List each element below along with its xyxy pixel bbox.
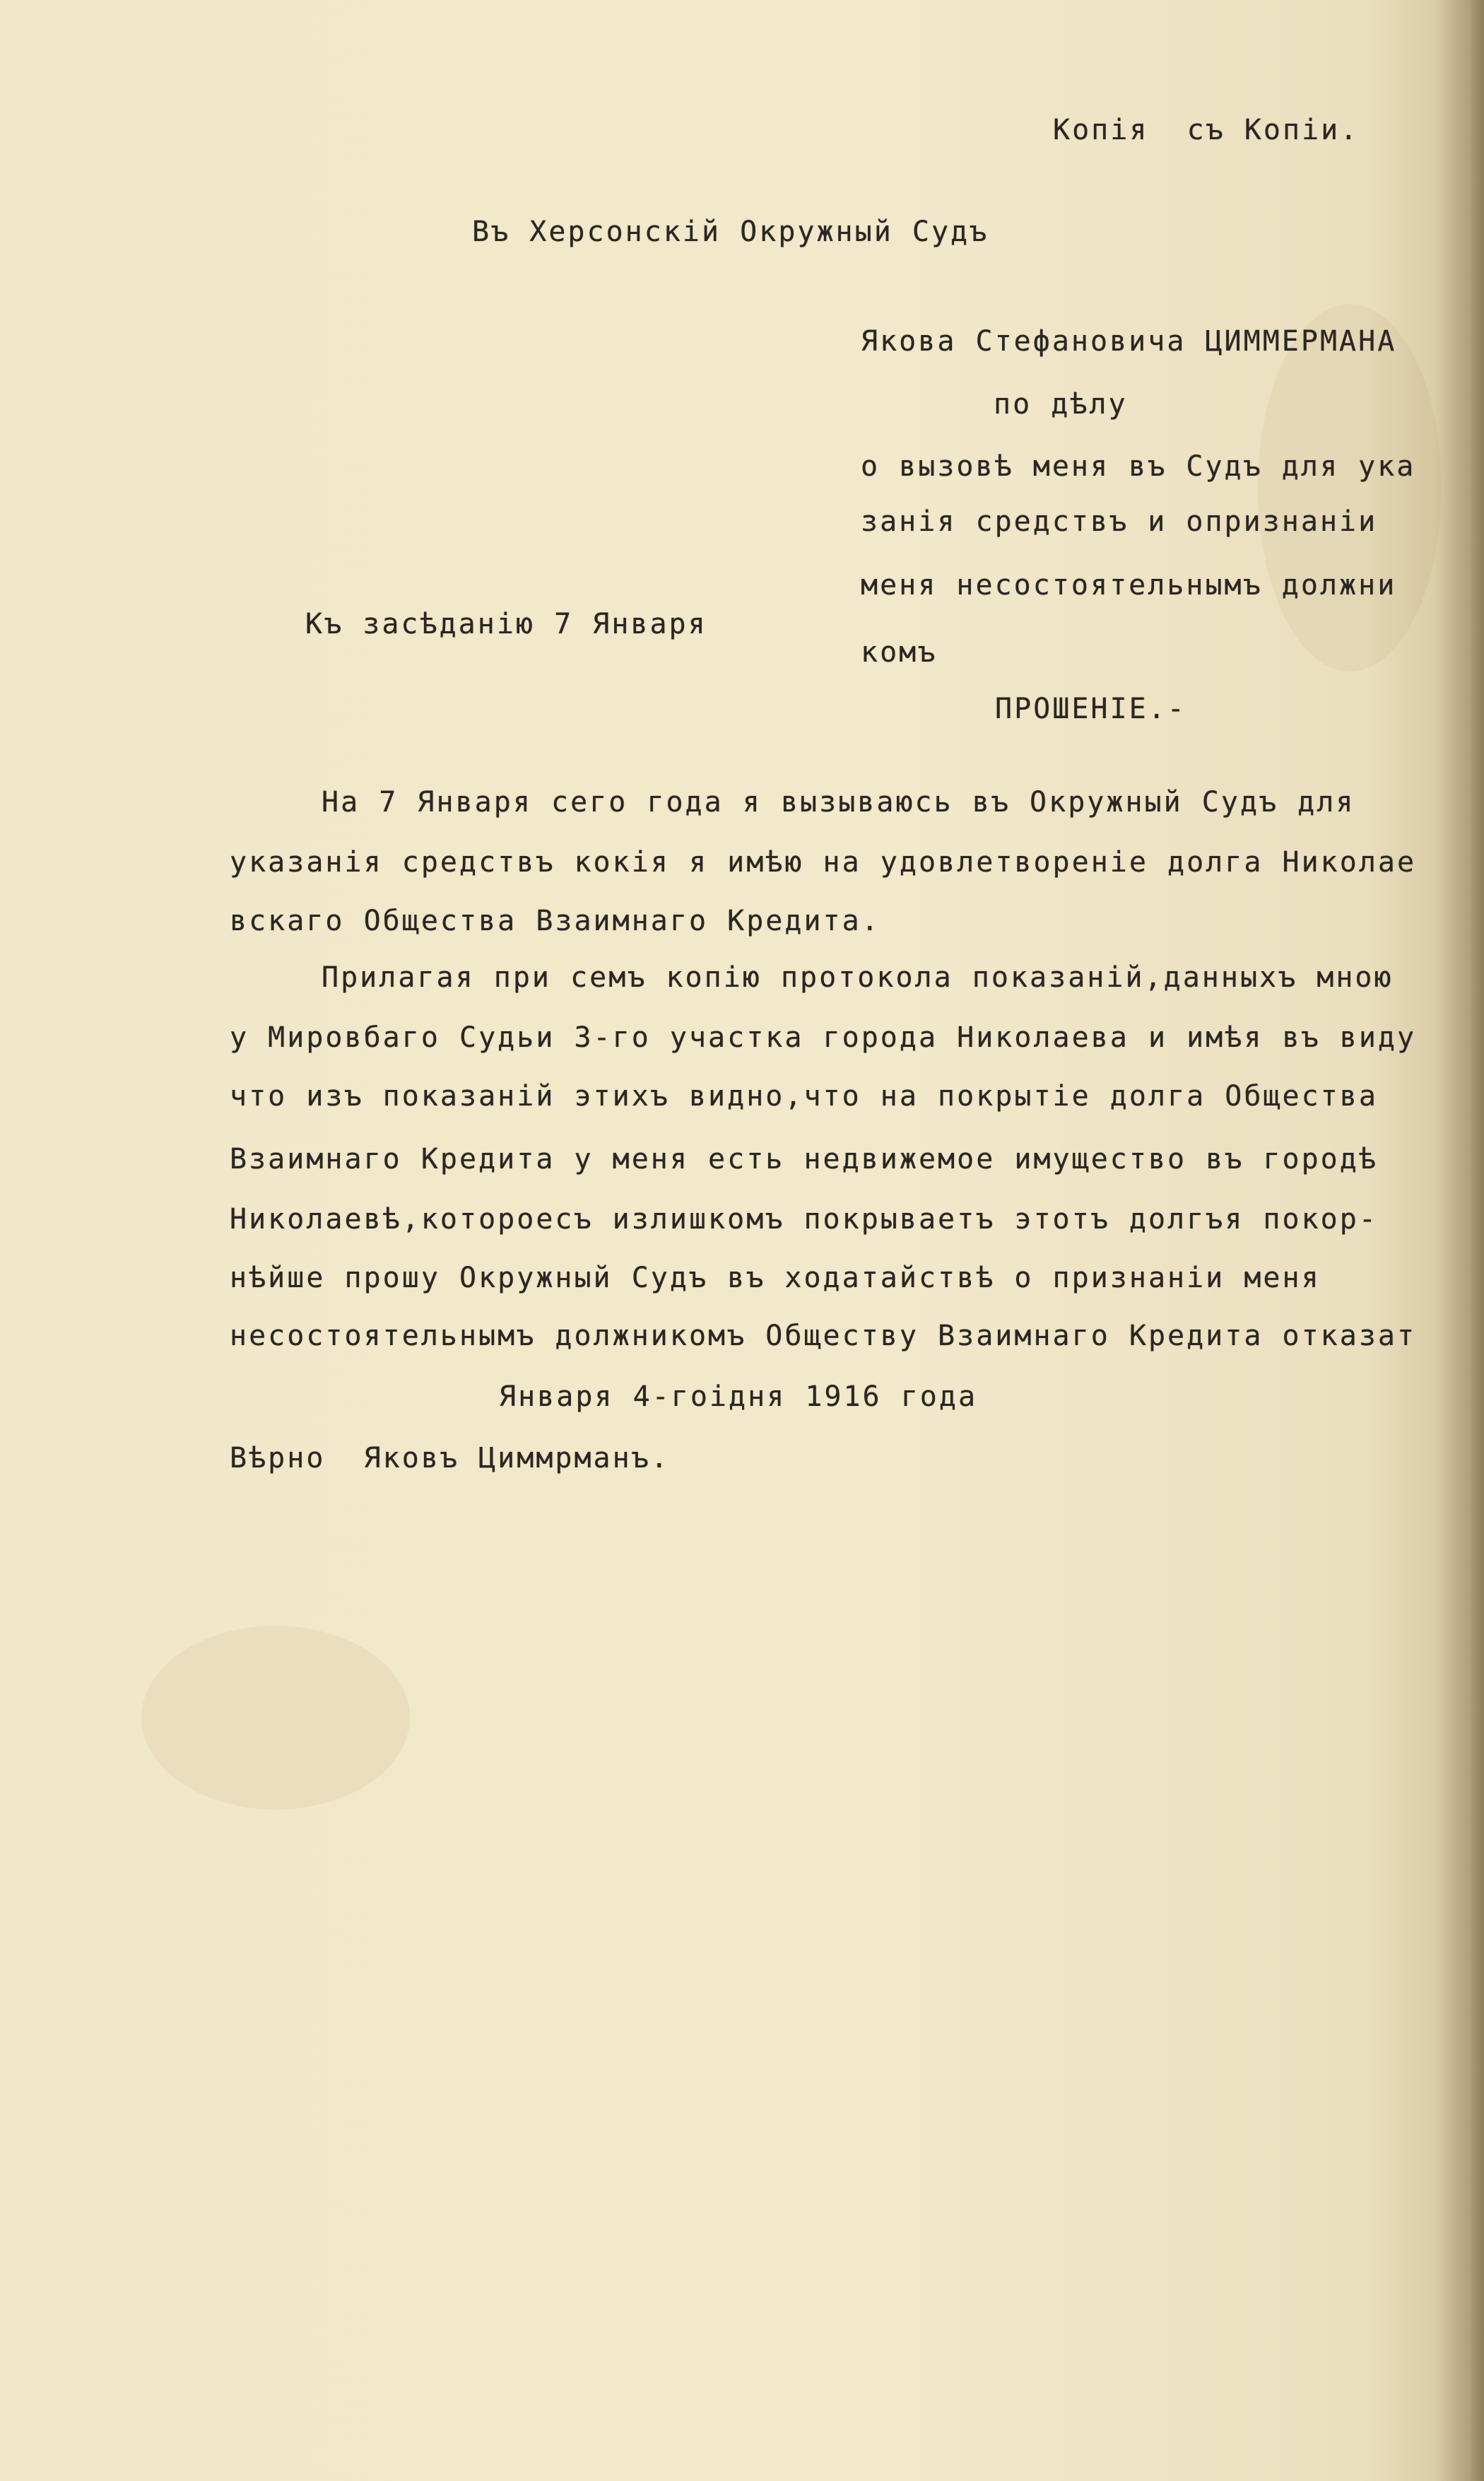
petitioner-line: меня несостоятельнымъ должни	[861, 569, 1397, 602]
body-line: у Мировбаго Судьи 3-го участка города Николаева и имѣя въ виду	[230, 1021, 1417, 1054]
copy-mark: Копія съ Копіи.	[1053, 114, 1360, 146]
addressee: Въ Херсонскій Окружный Судъ	[472, 216, 989, 248]
page-edge-shadow	[1435, 0, 1484, 2481]
petitioner-line: Якова Стефановича ЦИММЕРМАНА	[861, 325, 1397, 358]
paper-stain	[141, 1626, 410, 1810]
body-line: На 7 Января сего года я вызываюсь въ Окружный Судъ для	[322, 786, 1355, 819]
body-line: несостоятельнымъ должникомъ Обществу Взаимнаго Кредита отказат	[230, 1320, 1417, 1352]
body-line: Прилагая при семъ копію протокола показаній,данныхъ мною	[322, 961, 1394, 994]
body-line: Николаевѣ,котороесъ излишкомъ покрываетъ этотъ долгъя покор-	[230, 1203, 1378, 1236]
document-title: ПРОШЕНІЕ.-	[995, 693, 1186, 725]
date-line: Января 4-гоідня 1916 года	[499, 1380, 978, 1413]
petitioner-line: по дѣлу	[994, 388, 1128, 421]
petitioner-line: о вызовѣ меня въ Судъ для ука	[861, 450, 1416, 483]
body-line: что изъ показаній этихъ видно,что на покрытіе долга Общества	[230, 1080, 1378, 1113]
session-note: Къ засѣданію 7 Января	[305, 608, 707, 640]
petitioner-line: занія средствъ и опризнаніи	[861, 505, 1378, 538]
body-line: нѣйше прошу Окружный Судъ въ ходатайствѣ о признаніи меня	[230, 1262, 1321, 1294]
petitioner-line: комъ	[861, 636, 938, 669]
body-line: Взаимнаго Кредита у меня есть недвижемое имущество въ городѣ	[230, 1143, 1378, 1175]
body-line: вскаго Общества Взаимнаго Кредита.	[230, 905, 881, 937]
body-line: указанія средствъ кокія я имѣю на удовлетвореніе долга Николае	[230, 846, 1417, 879]
signature-line: Вѣрно Яковъ Циммрманъ.	[230, 1442, 670, 1474]
